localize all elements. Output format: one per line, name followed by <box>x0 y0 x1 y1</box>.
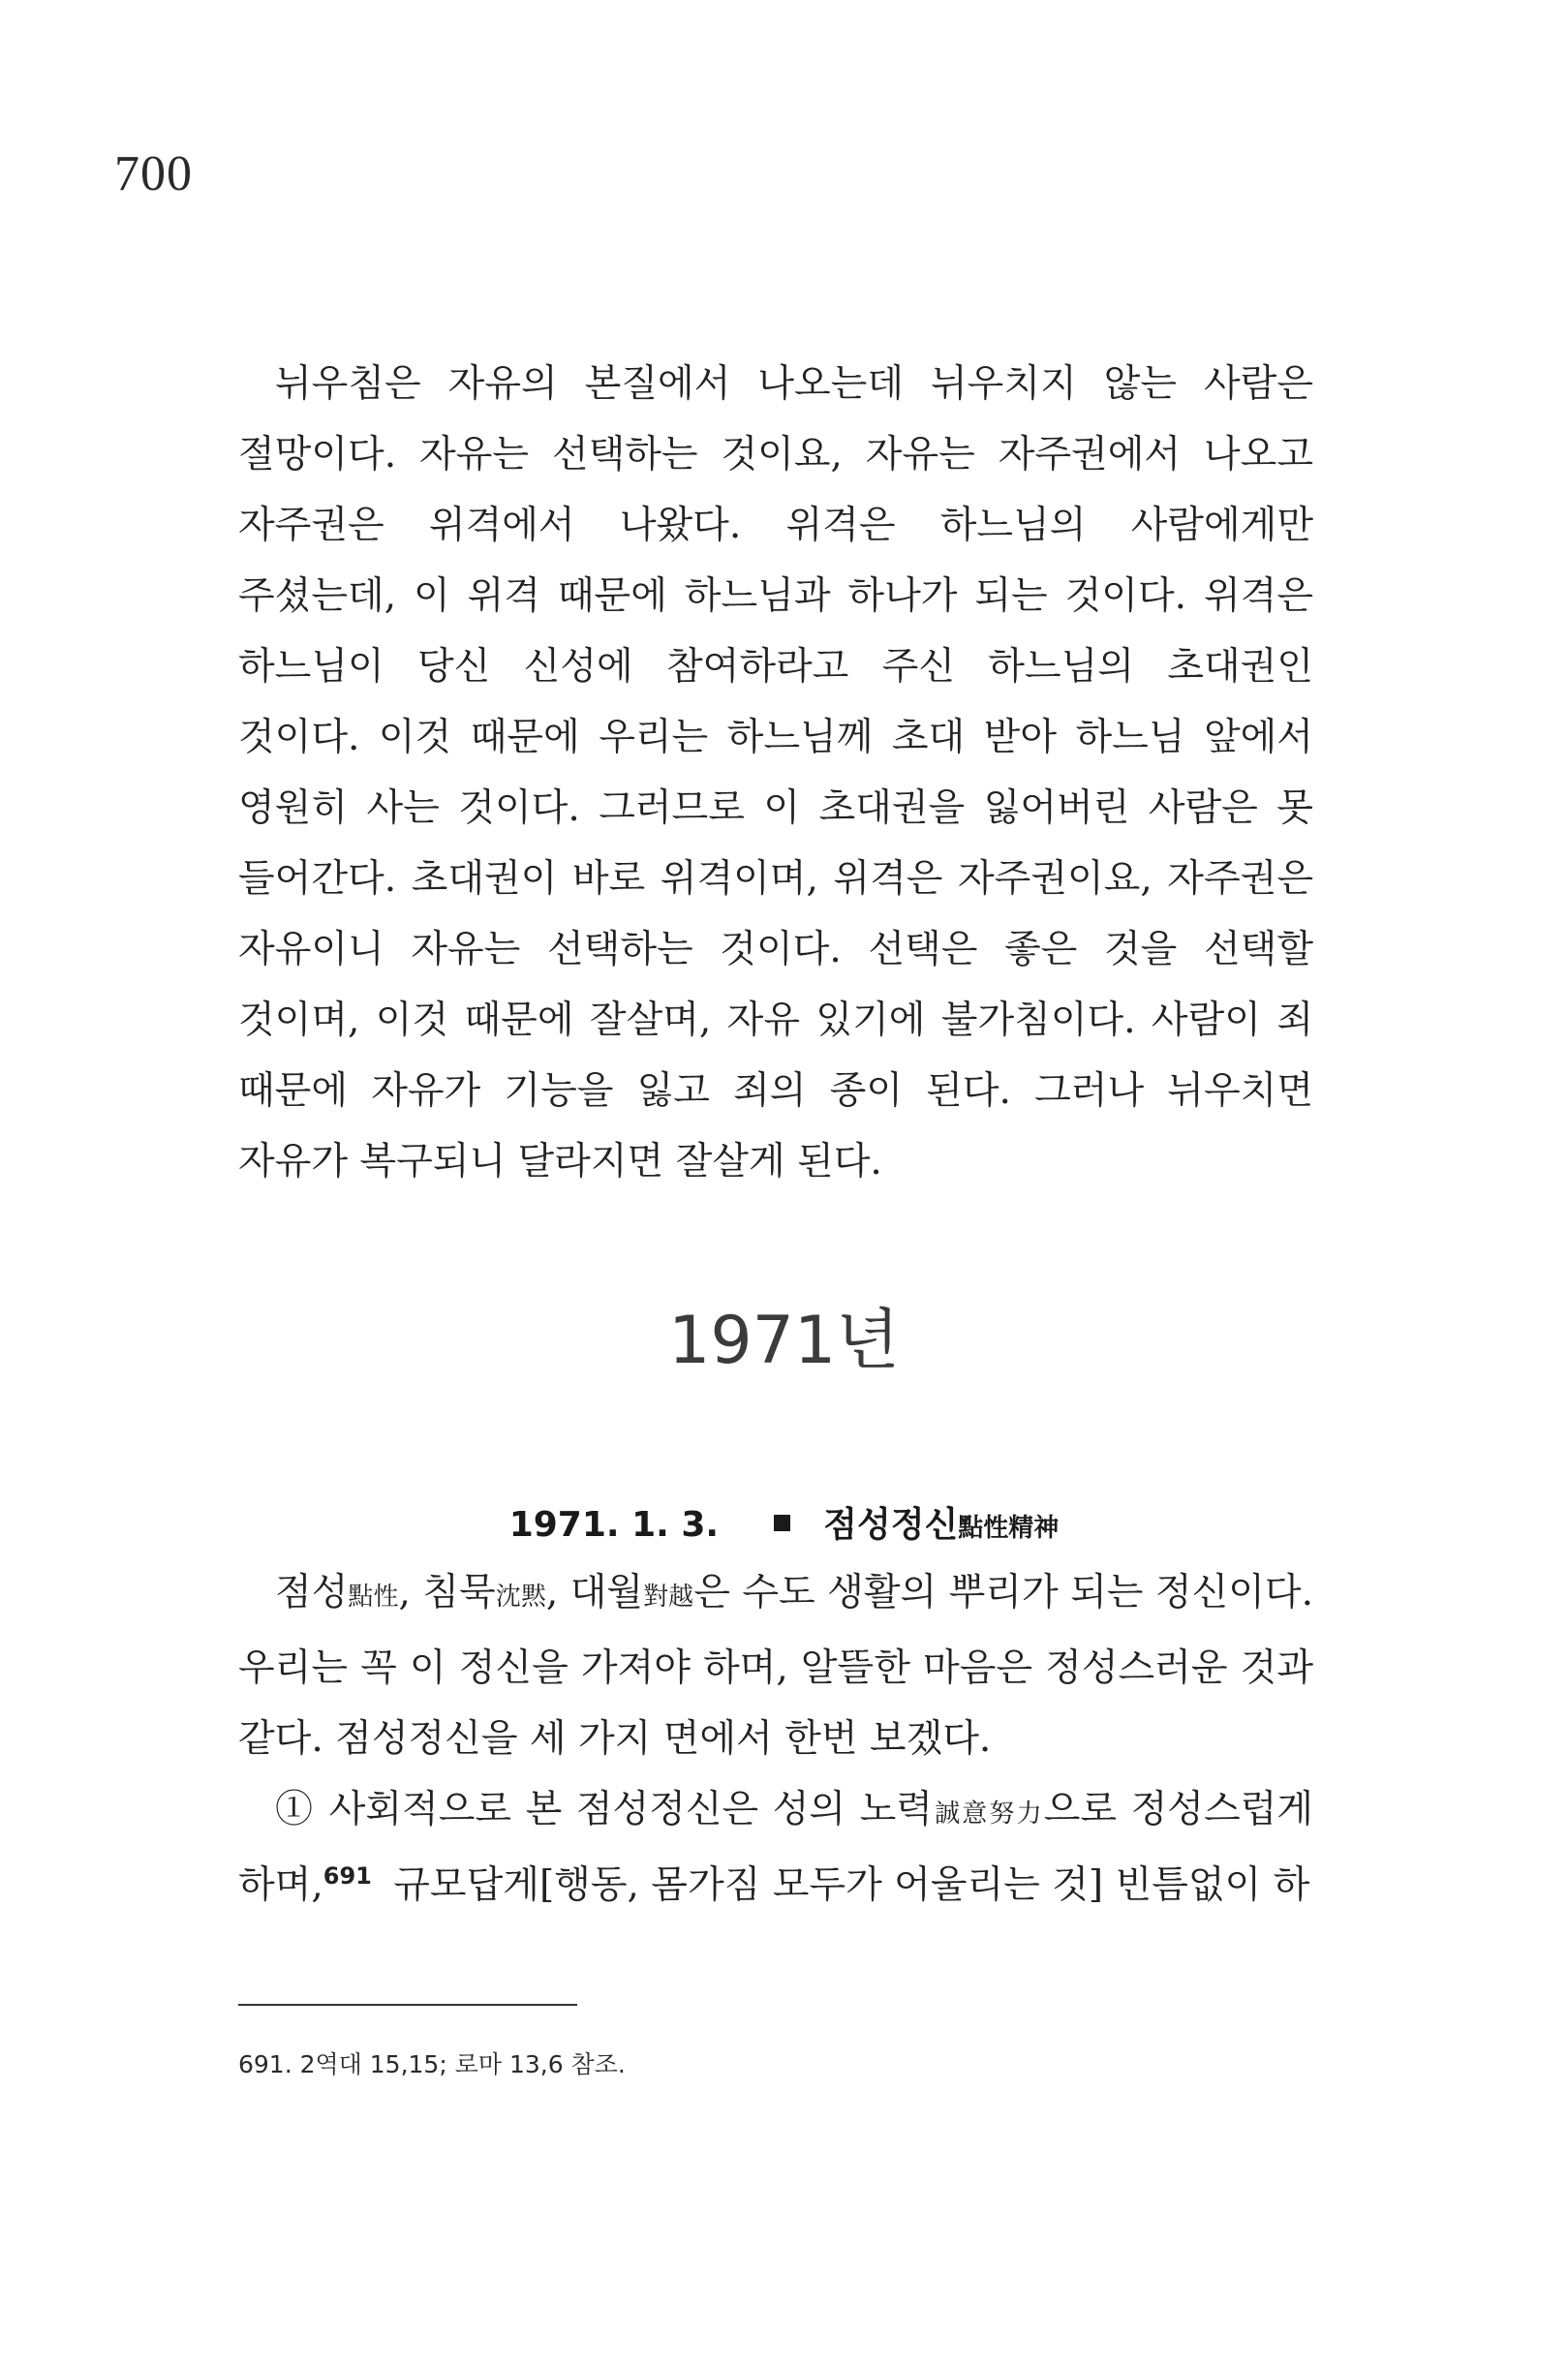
paragraph <box>238 1557 1313 1774</box>
separator: , <box>545 1571 570 1615</box>
word: 대월 <box>569 1571 644 1615</box>
hanja-annotation: 誠意努力 <box>932 1799 1044 1829</box>
sermon-heading <box>0 1497 1568 1547</box>
sermon-title: 점성정신 <box>823 1505 959 1545</box>
word: 점성 <box>275 1571 349 1615</box>
square-bullet-icon <box>774 1515 790 1531</box>
footnote-divider <box>238 2004 577 2006</box>
paragraph-text: ① 사회적으로 본 점성정신은 성의 노력 <box>275 1788 933 1831</box>
word: 침묵 <box>422 1571 496 1615</box>
year-heading: 1971년 <box>668 1303 900 1379</box>
hanja-annotation: 點性 <box>348 1583 399 1612</box>
paragraph-text: 으로 정성스럽게 하며, <box>238 1788 1313 1907</box>
hanja-annotation: 沈黙 <box>495 1583 546 1612</box>
section-1-body <box>238 349 1313 1197</box>
sermon-title-hanja: 點性精神 <box>958 1514 1060 1543</box>
footnote-reference[interactable]: 691 <box>323 1862 372 1890</box>
sermon-date: 1971. 1. 3. <box>508 1505 720 1545</box>
hanja-annotation: 對越 <box>643 1583 694 1612</box>
sermon-body <box>238 1557 1313 1921</box>
paragraph: 뉘우침은 자유의 본질에서 나오는데 뉘우치지 않는 사람은 절망이다. 자유는 선택하는 것이요, 자유는 자주권에서 나오고 자주권은 위격에서 나왔다. 위격은 하느님의 사람에게만 주셨는데, 이 위격 때문에 하느님과 하나가 되는 것이다. 위격은 하느님이 당신 신성에 참여하라고 주신 하느님의 초대권인 것이다. 이것 때문에 우리는 하느님께 초대 받아 하느님 앞에서 영원히 사는 것이다. 그러므로 이 초대권을 잃어버린 사람은 못 들어간다. 초대권이 바로 위격이며, 위격은 자주권이요, 자주권은 자유이니 자유는 선택하는 것이다. 선택은 좋은 것을 선택할 것이며, 이것 때문에 잘살며, 자유 있기에 불가침이다. 사람이 죄 때문에 자유가 기능을 잃고 죄의 종이 된다. 그러나 뉘우치면 자유가 복구되니 달라지면 잘살게 된다. <box>238 362 1313 1184</box>
page-number: 700 <box>114 146 193 201</box>
paragraph-text: 규모답게[행동, 몸가짐 모두가 어울리는 것] 빈틈없이 하 <box>381 1863 1310 1907</box>
paragraph <box>238 1774 1313 1921</box>
separator: , <box>398 1571 423 1615</box>
footnote: 691. 2역대 15,15; 로마 13,6 참조. <box>238 2050 626 2078</box>
paragraph-text: 은 수도 생활의 뿌리가 되는 정신이다. 우리는 꼭 이 정신을 가져야 하며, 알뜰한 마음은 정성스러운 것과 같다. 점성정신을 세 가지 면에서 한번 보겠다. <box>238 1571 1313 1761</box>
